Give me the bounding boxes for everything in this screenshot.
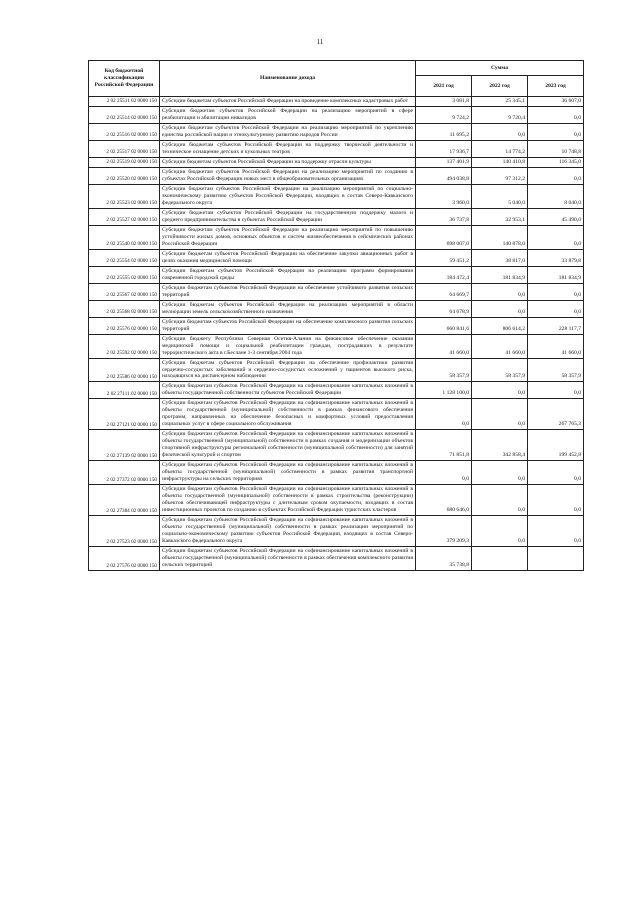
row-value-2022: 32 953,1: [472, 208, 528, 225]
row-value-2022: 0,0: [472, 283, 528, 300]
row-value-2023: 228 117,7: [528, 317, 584, 334]
row-name: Субсидии бюджетам субъектов Российской Федерации на реализацию мероприятий по повышению устойчивости жилых домов, основных объектов и систем жизнеобеспечения в сейсмических районах Российской Федерации: [160, 225, 416, 249]
row-value-2021: 17 936,7: [416, 140, 472, 157]
row-code: 2 02 25554 02 0000 150: [89, 249, 160, 266]
table-row: [89, 97, 584, 107]
row-name: Субсидии бюджетам субъектов Российской Федерации на обеспечение закупки авиационных работ в целях оказания медицинской помощи: [160, 249, 416, 266]
row-value-2021: 59 451,2: [416, 249, 472, 266]
row-code: 2 02 25516 02 0000 150: [89, 123, 160, 140]
row-code: 2 02 27111 02 0000 150: [89, 382, 160, 399]
row-code: 2 02 25511 02 0000 150: [89, 97, 160, 107]
row-value-2022: 97 312,2: [472, 167, 528, 184]
table-row: [89, 208, 584, 225]
row-code: 2 02 25540 02 0000 150: [89, 225, 160, 249]
row-value-2021: 698 007,0: [416, 225, 472, 249]
row-value-2023: 0,0: [528, 123, 584, 140]
row-name: Субсидии бюджетам субъектов Российской Федерации на реализацию мероприятий по укреплению единства российской нации и этнокультурному развитию народов России: [160, 123, 416, 140]
page-number: 11: [316, 38, 324, 46]
row-value-2023: 0,0: [528, 225, 584, 249]
row-value-2022: 58 357,9: [472, 358, 528, 382]
row-value-2022: 14 774,2: [472, 140, 528, 157]
row-code: 2 02 25586 02 0000 150: [89, 358, 160, 382]
row-name: Субсидии бюджетам субъектов Российской Федерации на поддержку отрасли культуры: [160, 157, 416, 167]
row-value-2021: 1 128 100,0: [416, 382, 472, 399]
row-name: Субсидии бюджетам субъектов Российской Федерации на софинансирование капитальных вложений в объекты государственной (муниципальной) собственности в рамках строительства (реконструкции) объектов обеспечивающей инфраструктуры с длительным сроком окупаемости, входящих в состав инвестиционных проектов по созданию в субъектах Российской Федерации туристских кластеров: [160, 485, 416, 516]
row-code: 2 02 27372 02 0000 150: [89, 461, 160, 485]
row-value-2021: 0,0: [416, 461, 472, 485]
row-code: 2 02 25592 02 0000 150: [89, 334, 160, 358]
row-value-2023: [528, 547, 584, 571]
table-row: [89, 300, 584, 317]
row-value-2023: 33 879,8: [528, 249, 584, 266]
row-value-2021: 0,0: [416, 399, 472, 430]
row-value-2022: 140 410,8: [472, 157, 528, 167]
row-name: Субсидии бюджетам субъектов Российской Федерации на реализацию мероприятий по созданию в субъектах Российской Федерации новых мест в общеобразовательных организациях: [160, 167, 416, 184]
row-value-2022: 140 878,0: [472, 225, 528, 249]
row-code: 2 02 27576 02 0000 150: [89, 547, 160, 571]
row-value-2022: 0,0: [472, 300, 528, 317]
row-name: Субсидии бюджету Республики Северная Осетия-Алания на финансовое обеспечение оказания медицинской помощи и социальной реабилитации граждан, пострадавших в результате террористического акта в г.Беслане 1-3 сентября 2004 года: [160, 334, 416, 358]
row-value-2021: 9 724,2: [416, 106, 472, 123]
row-code: 2 02 27384 02 0000 150: [89, 485, 160, 516]
row-name: Субсидии бюджетам субъектов Российской Федерации на софинансирование капитальных вложений в объекты государственной собственности субъектов Российской Федерации: [160, 382, 416, 399]
row-value-2023: 10 748,8: [528, 140, 584, 157]
row-code: 2 02 25519 02 0000 150: [89, 157, 160, 167]
row-code: 2 02 25520 02 0000 150: [89, 167, 160, 184]
header-2021: 2021 год: [416, 76, 472, 97]
table-row: [89, 382, 584, 399]
row-code: 2 02 25576 02 0000 150: [89, 317, 160, 334]
row-value-2022: 806 614,2: [472, 317, 528, 334]
row-value-2022: 0,0: [472, 382, 528, 399]
row-value-2022: 9 720,4: [472, 106, 528, 123]
table-row: [89, 184, 584, 208]
table-row: [89, 317, 584, 334]
row-value-2021: 71 851,8: [416, 430, 472, 461]
row-value-2021: 379 209,3: [416, 516, 472, 547]
row-name: Субсидии бюджетам субъектов Российской Федерации на государственную поддержку малого и среднего предпринимательства в субъектах Российской Федерации: [160, 208, 416, 225]
table-row: [89, 157, 584, 167]
row-value-2022: 25 345,1: [472, 97, 528, 107]
row-value-2022: 0,0: [472, 399, 528, 430]
table-row: [89, 334, 584, 358]
row-value-2021: 3 081,8: [416, 97, 472, 107]
row-value-2021: 3 960,0: [416, 184, 472, 208]
row-code: 2 02 25527 02 0000 150: [89, 208, 160, 225]
table-row: [89, 106, 584, 123]
row-code: 2 02 25567 02 0000 150: [89, 283, 160, 300]
header-2022: 2022 год: [472, 76, 528, 97]
row-value-2021: 64 669,7: [416, 283, 472, 300]
row-value-2022: 38 817,0: [472, 249, 528, 266]
row-name: Субсидии бюджетам субъектов Российской Федерации на проведение комплексных кадастровых работ: [160, 97, 416, 107]
row-name: Субсидии бюджетам субъектов Российской Федерации на реализацию мероприятий в области мелиорации земель сельскохозяйственного назначения: [160, 300, 416, 317]
row-value-2021: 11 695,2: [416, 123, 472, 140]
row-value-2022: 0,0: [472, 461, 528, 485]
row-value-2023: 267 765,3: [528, 399, 584, 430]
table-row: [89, 358, 584, 382]
row-value-2023: 58 357,9: [528, 358, 584, 382]
row-value-2022: 5 040,0: [472, 184, 528, 208]
row-value-2023: 0,0: [528, 167, 584, 184]
row-value-2021: 660 841,6: [416, 317, 472, 334]
row-value-2023: 0,0: [528, 106, 584, 123]
table-row: [89, 399, 584, 430]
row-value-2021: 494 038,8: [416, 167, 472, 184]
row-value-2023: 0,0: [528, 516, 584, 547]
row-name: Субсидии бюджетам субъектов Российской Федерации на софинансирование капитальных вложений в объекты государственной (муниципальной) собственности в рамках обеспечения комплексного развития сельских территорий: [160, 547, 416, 571]
table-row: [89, 547, 584, 571]
row-code: 2 02 27523 02 0000 150: [89, 516, 160, 547]
row-value-2023: 0,0: [528, 300, 584, 317]
table-row: [89, 123, 584, 140]
row-value-2021: 35 738,8: [416, 547, 472, 571]
row-value-2022: 0,0: [472, 123, 528, 140]
header-code: Код бюджетной классификации Российской Федерации: [89, 61, 160, 97]
row-value-2022: 181 834,9: [472, 266, 528, 283]
row-code: 2 02 25514 02 0000 150: [89, 106, 160, 123]
row-value-2021: 41 660,0: [416, 334, 472, 358]
row-value-2023: 116 345,0: [528, 157, 584, 167]
row-value-2023: 0,0: [528, 485, 584, 516]
row-name: Субсидии бюджетам субъектов Российской Федерации на обеспечение устойчивого развития сельских территорий: [160, 283, 416, 300]
row-value-2023: 181 834,9: [528, 266, 584, 283]
table-row: [89, 283, 584, 300]
table-body: [89, 97, 584, 571]
table-row: [89, 266, 584, 283]
row-name: Субсидии бюджетам субъектов Российской Федерации на реализацию мероприятий в сфере реабилитации и абилитации инвалидов: [160, 106, 416, 123]
revenue-table: [88, 60, 584, 571]
row-code: 2 02 25568 02 0000 150: [89, 300, 160, 317]
table-row: [89, 516, 584, 547]
table-row: [89, 485, 584, 516]
header-sum: Сумма: [416, 61, 584, 76]
table-row: [89, 225, 584, 249]
table-row: [89, 461, 584, 485]
row-value-2023: 45 490,0: [528, 208, 584, 225]
row-name: Субсидии бюджетам субъектов Российской Федерации на софинансирование капитальных вложений в объекты государственной (муниципальной) собственности в рамках реализации мероприятий по социально-экономическому развитию субъектов Российской Федерации, входящих в состав Северо-Кавказского федерального округа: [160, 516, 416, 547]
row-value-2023: 0,0: [528, 461, 584, 485]
header-2023: 2023 год: [528, 76, 584, 97]
row-value-2023: 8 040,0: [528, 184, 584, 208]
row-value-2022: 0,0: [472, 516, 528, 547]
row-value-2022: 41 660,0: [472, 334, 528, 358]
row-value-2023: 36 607,0: [528, 97, 584, 107]
row-value-2021: 680 646,0: [416, 485, 472, 516]
row-name: Субсидии бюджетам субъектов Российской Федерации на обеспечение комплексного развития сельских территорий: [160, 317, 416, 334]
row-value-2023: 199 452,8: [528, 430, 584, 461]
row-value-2021: 64 678,9: [416, 300, 472, 317]
row-value-2021: 58 357,9: [416, 358, 472, 382]
row-name: Субсидии бюджетам субъектов Российской Федерации на софинансирование капитальных вложений в объекты государственной (муниципальной) собственности в рамках финансового обеспечения программ, направленных на обеспечение безопасных и комфортных условий предоставления социальных услуг в сфере социального обслуживания: [160, 399, 416, 430]
table-row: [89, 167, 584, 184]
table-row: [89, 249, 584, 266]
header-name: Наименование дохода: [160, 61, 416, 97]
row-code: 2 02 25523 02 0000 150: [89, 184, 160, 208]
row-name: Субсидии бюджетам субъектов Российской Федерации на поддержку творческой деятельности и техническое оснащение детских и кукольных театров: [160, 140, 416, 157]
row-code: 2 02 25555 02 0000 150: [89, 266, 160, 283]
row-code: 2 02 27121 02 0000 150: [89, 399, 160, 430]
row-value-2022: 0,0: [472, 485, 528, 516]
row-value-2022: 342 858,4: [472, 430, 528, 461]
row-name: Субсидии бюджетам субъектов Российской Федерации на обеспечение профилактики развития сердечно-сосудистых заболеваний и сердечно-сосудистых осложнений у пациентов высокого риска, находящихся на диспансерном наблюдении: [160, 358, 416, 382]
row-value-2023: 41 660,0: [528, 334, 584, 358]
row-code: 2 02 27139 02 0000 150: [89, 430, 160, 461]
row-name: Субсидии бюджетам субъектов Российской Федерации на софинансирование капитальных вложений в объекты государственной (муниципальной) собственности в рамках создания и модернизации объектов спортивной инфраструктуры региональной собственности (муниципальной собственности) для занятий физической культурой и спортом: [160, 430, 416, 461]
row-code: 2 02 25517 02 0000 150: [89, 140, 160, 157]
row-value-2023: 0,0: [528, 283, 584, 300]
table-row: [89, 140, 584, 157]
table-row: [89, 430, 584, 461]
row-name: Субсидии бюджетам субъектов Российской Федерации на реализацию программ формирования современной городской среды: [160, 266, 416, 283]
row-value-2023: 0,0: [528, 382, 584, 399]
row-value-2022: [472, 547, 528, 571]
row-value-2021: 137 401,9: [416, 157, 472, 167]
row-name: Субсидии бюджетам субъектов Российской Федерации на софинансирование капитальных вложений в объекты государственной (муниципальной) собственности в рамках развития транспортной инфраструктуры на сельских территориях: [160, 461, 416, 485]
row-value-2021: 36 737,8: [416, 208, 472, 225]
row-name: Субсидии бюджетам субъектов Российской Федерации на реализацию мероприятий по социально-экономическому развитию субъектов Российской Федерации, входящих в состав Северо-Кавказского федерального округа: [160, 184, 416, 208]
row-value-2021: 184 472,4: [416, 266, 472, 283]
